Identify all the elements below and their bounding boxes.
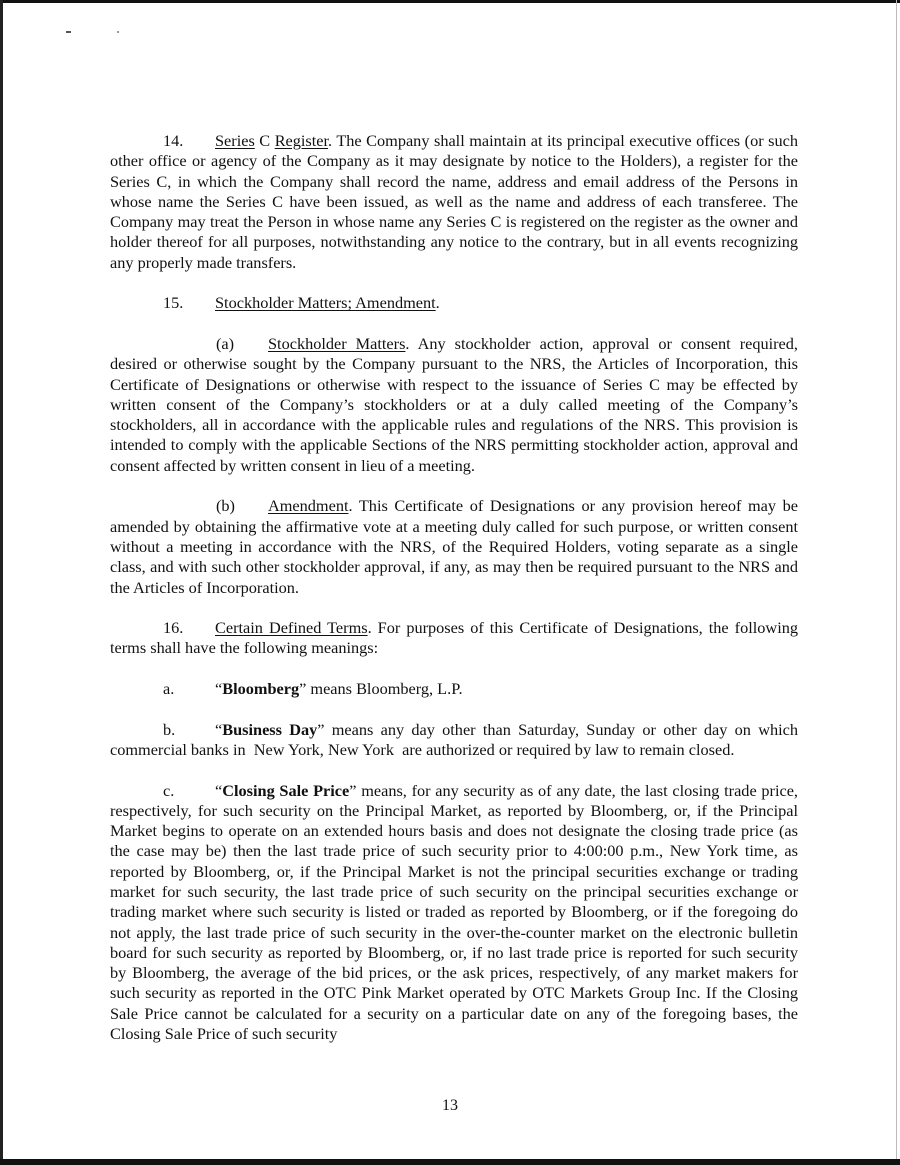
section-heading: Series [215, 131, 255, 150]
close-quote: ” [299, 679, 307, 699]
section-16 [110, 618, 798, 659]
open-quote: “ [215, 679, 223, 699]
defined-term: Business Day [222, 719, 318, 739]
term-label: c. [163, 780, 175, 800]
close-quote: ” [349, 780, 357, 800]
section-15 [110, 293, 798, 313]
section-heading: Stockholder Matters; Amendment [215, 293, 436, 313]
close-quote: ” [317, 719, 325, 739]
section-number: 15. [163, 293, 184, 313]
section-heading-end: . [435, 293, 440, 313]
term-label: b. [163, 719, 176, 739]
subsection-heading: Stockholder Matters [268, 333, 406, 353]
section-body: . For purposes of this Certificate of Designations, the following terms shall have the following meanings: [110, 618, 798, 658]
section-number: 14. [163, 131, 184, 150]
scan-border-right [896, 0, 897, 1165]
subsection-heading: Amendment [268, 496, 349, 516]
section-body: . The Company shall maintain at its principal executive offices (or such other office or agency of the Company as it may designate by notice to the Holders), a register for the Series C, in which the Company shall record the name, address and email address of the Persons in whose name the Series C have been issued, as well as the name and address of each transferee. The Company may treat the Person in whose name any Series C is registered on the register as the owner and holder thereof for all purposes, notwithstanding any notice to the contrary, but in all events recognizing any properly made transfers. [110, 131, 798, 272]
defined-term: Bloomberg [222, 679, 300, 699]
subsection-body: . This Certificate of Designations or any provision hereof may be amended by obtaining the affirmative vote at a meeting duly called for such purpose, or written consent without a meeting in accordance with the NRS, of the Required Holders, voting separate as a single class, and with such other stockholder approval, if any, as may then be required pursuant to the NRS and the Articles of Incorporation. [110, 496, 798, 597]
document-page [110, 131, 803, 1065]
term-definition: means any day other than Saturday, Sunday or other day on which commercial banks in New York, New York are authorized or required by law to remain closed. [110, 719, 803, 759]
section-14 [110, 131, 798, 273]
open-quote: “ [215, 719, 223, 739]
defined-term: Closing Sale Price [222, 780, 350, 800]
subsection-label: (b) [216, 496, 235, 516]
subsection-body: . Any stockholder action, approval or consent required, desired or otherwise sought by the Company pursuant to the NRS, the Articles of Incorporation, this Certificate of Designations or otherwise with respect to the issuance of Series C may be effected by written consent of the Company’s stockholders or at a duly called meeting of the Company’s stockholders, all in accordance with the applicable rules and regulations of the NRS. This provision is intended to comply with the applicable Sections of the NRS permitting stockholder action, approval and consent affected by written consent in lieu of a meeting. [110, 333, 798, 475]
term-definition: means Bloomberg, L.P. [306, 679, 463, 699]
term-label: a. [163, 679, 175, 699]
section-15b [110, 496, 798, 597]
section-heading-mid: C [254, 131, 275, 150]
scan-border-left [0, 0, 3, 1165]
subsection-label: (a) [216, 333, 235, 353]
defined-term-closing-sale-price [110, 781, 798, 1045]
section-heading: Register [274, 131, 329, 150]
defined-term-business-day [110, 719, 803, 761]
open-quote: “ [215, 780, 223, 800]
page-number: 13 [442, 1097, 458, 1114]
scan-border-bottom [0, 1159, 900, 1165]
section-number: 16. [163, 618, 184, 638]
scan-speck [117, 31, 119, 33]
scan-speck [66, 31, 71, 33]
term-definition: means, for any security as of any date, the last closing trade price, respectively, for such security on the Principal Market, as reported by Bloomberg, or, if the Principal Market begins to operate on an extended hours basis and does not designate the closing trade price (as the case may be) then the last trade price of such security prior to 4:00:00 p.m., New York time, as reported by Bloomberg, or, if the Principal Market is not the principal securities exchange or trading market for such security, the last trade price of such security on the principal securities exchange or trading market where such security is listed or traded as reported by Bloomberg, or if the foregoing do not apply, the last trade price of such security in the over-the-counter market on the electronic bulletin board for such security as reported by Bloomberg, or, if no last trade price is reported for such security by Bloomberg, the average of the bid prices, or the ask prices, respectively, of any market makers for such security as reported in the OTC Pink Market operated by OTC Markets Group Inc. If the Closing Sale Price cannot be calculated for a security on a particular date on any of the foregoing bases, the Closing Sale Price of such security [110, 780, 799, 1044]
section-heading: Certain Defined Terms [215, 618, 368, 638]
section-15a [110, 334, 798, 476]
defined-term-bloomberg [110, 679, 798, 699]
scan-border-top [0, 0, 900, 3]
